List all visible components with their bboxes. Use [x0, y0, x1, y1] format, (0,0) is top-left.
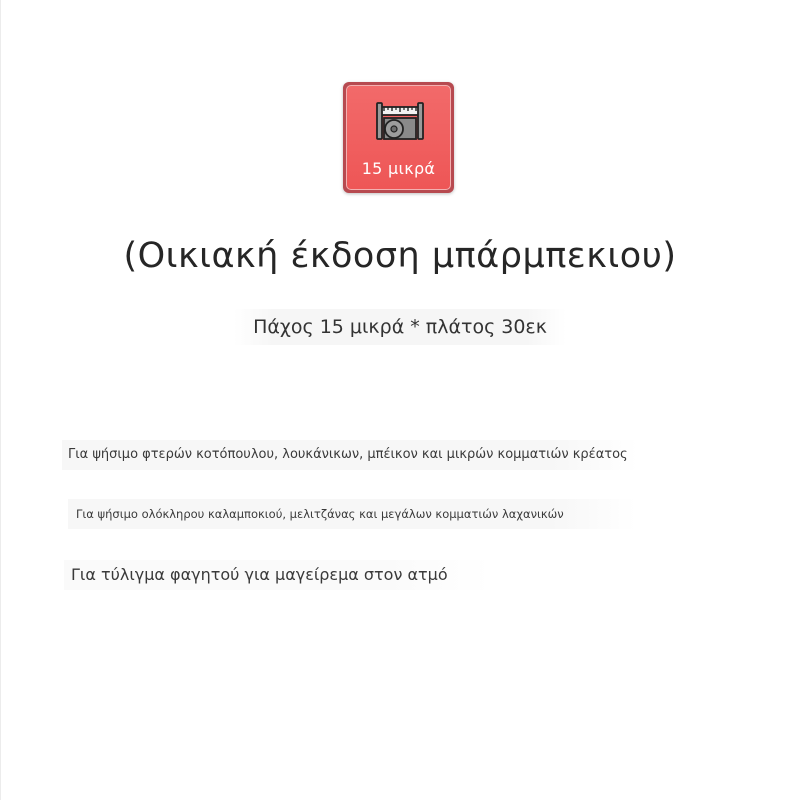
usage-line-steam: Για τύλιγμα φαγητού για μαγείρεμα στον ατμό: [64, 560, 491, 590]
spec-line: Πάχος 15 μικρά * πλάτος 30εκ: [234, 309, 566, 345]
bbq-grill-thickness-icon: [374, 101, 426, 141]
usage-line-vegetables: Για ψήσιμο ολόκληρου καλαμποκιού, μελιτζάνας και μεγάλων κομματιών λαχανικών: [68, 499, 636, 529]
thickness-badge-label: 15 μικρά: [361, 159, 436, 178]
usage-line-meat: Για ψήσιμο φτερών κοτόπουλου, λουκάνικων, μπέικον και μικρών κομματιών κρέατος: [62, 440, 638, 470]
page-title: (Οικιακή έκδοση μπάρμπεκιου): [123, 236, 677, 276]
thickness-badge: [343, 82, 454, 193]
thickness-badge-inner: [346, 85, 451, 190]
